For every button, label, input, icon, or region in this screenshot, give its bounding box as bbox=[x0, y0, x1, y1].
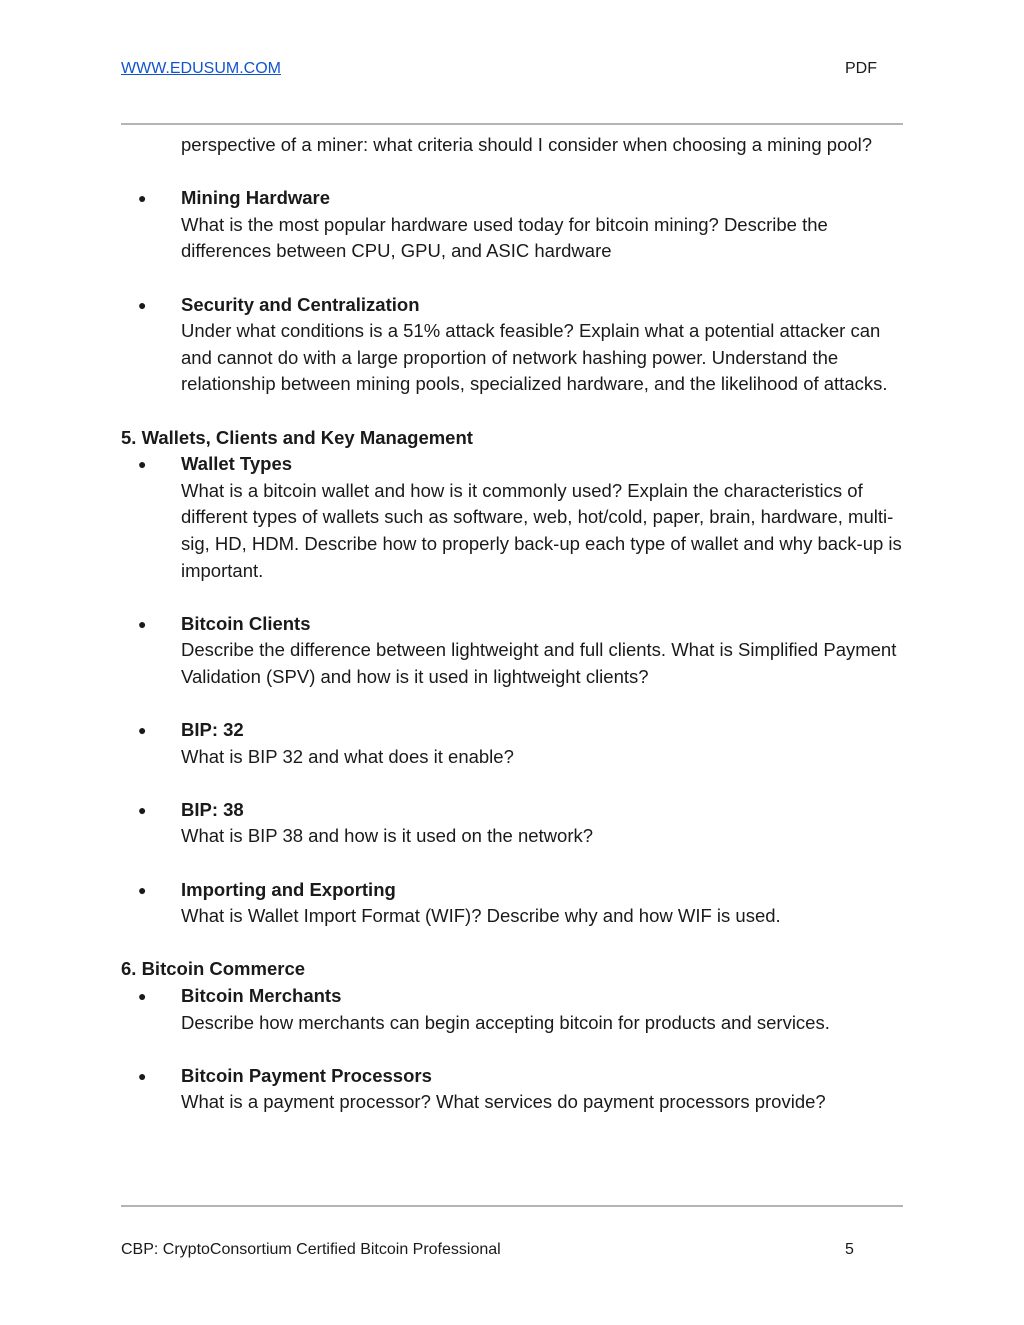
item-title: Importing and Exporting bbox=[181, 878, 396, 900]
format-label: PDF bbox=[845, 60, 877, 77]
bullet-icon: ● bbox=[138, 456, 147, 473]
bullet-icon: ● bbox=[138, 1067, 147, 1084]
bullet-icon: ● bbox=[138, 615, 147, 632]
item-description: What is BIP 32 and what does it enable? bbox=[181, 745, 514, 767]
list-item-importing-exporting bbox=[121, 877, 911, 930]
item-description: What is BIP 38 and how is it used on the network? bbox=[181, 825, 594, 847]
continuation-paragraph: perspective of a miner: what criteria should I consider when choosing a mining pool? bbox=[181, 134, 873, 155]
list-item-security-centralization bbox=[121, 292, 911, 398]
bullet-icon: ● bbox=[138, 296, 147, 313]
list-item-bip-32 bbox=[121, 717, 911, 770]
footer-divider bbox=[121, 1205, 903, 1207]
item-title: Security and Centralization bbox=[181, 293, 420, 315]
item-description: What is a payment processor? What services do payment processors provide? bbox=[181, 1091, 826, 1113]
bullet-icon: ● bbox=[138, 190, 147, 207]
section-heading-commerce: 6. Bitcoin Commerce bbox=[121, 958, 306, 980]
page-number: 5 bbox=[845, 1241, 854, 1258]
list-item-bitcoin-clients bbox=[121, 611, 911, 691]
item-description: What is the most popular hardware used today for bitcoin mining? Describe the differences between CPU, GPU, and ASIC hardware bbox=[181, 213, 828, 262]
list-item-payment-processors bbox=[121, 1063, 911, 1116]
item-description: What is a bitcoin wallet and how is it commonly used? Explain the characteristics of different types of wallets such as software, web, hot/cold, paper, brain, hardware, multi-sig, HD, HDM. Describe how to properly back-up each type of wallet and why back-up is important. bbox=[181, 479, 902, 581]
item-title: Bitcoin Payment Processors bbox=[181, 1064, 432, 1086]
item-title: BIP: 32 bbox=[181, 719, 244, 741]
item-description: What is Wallet Import Format (WIF)? Describe why and how WIF is used. bbox=[181, 905, 781, 927]
bullet-icon: ● bbox=[138, 801, 147, 818]
header-divider bbox=[121, 123, 903, 125]
item-title: Bitcoin Clients bbox=[181, 612, 311, 634]
item-title: Bitcoin Merchants bbox=[181, 985, 342, 1006]
item-title: BIP: 38 bbox=[181, 798, 244, 820]
item-description: Describe how merchants can begin accepting bitcoin for products and services. bbox=[181, 1011, 830, 1033]
footer-document-title: CBP: CryptoConsortium Certified Bitcoin Professional bbox=[121, 1241, 501, 1258]
list-item-bitcoin-merchants bbox=[121, 983, 911, 1036]
site-link[interactable]: WWW.EDUSUM.COM bbox=[121, 60, 281, 77]
item-description: Under what conditions is a 51% attack feasible? Explain what a potential attacker can and cannot do with a large proportion of network hashing power. Understand the relationship between mining pools, specialized hardware, and the likelihood of attacks. bbox=[181, 320, 888, 395]
bullet-icon: ● bbox=[138, 881, 147, 898]
bullet-icon: ● bbox=[138, 722, 147, 739]
item-title: Mining Hardware bbox=[181, 187, 331, 209]
list-item-wallet-types bbox=[121, 451, 911, 584]
item-title: Wallet Types bbox=[181, 453, 293, 475]
list-item-mining-hardware bbox=[121, 185, 911, 265]
list-item-bip-38 bbox=[121, 797, 911, 850]
page-content bbox=[121, 132, 911, 1116]
item-description: Describe the difference between lightweight and full clients. What is Simplified Payment Validation (SPV) and how is it used in lightweight clients? bbox=[181, 639, 897, 687]
bullet-icon: ● bbox=[138, 988, 147, 1004]
section-heading-wallets: 5. Wallets, Clients and Key Management bbox=[121, 426, 473, 448]
